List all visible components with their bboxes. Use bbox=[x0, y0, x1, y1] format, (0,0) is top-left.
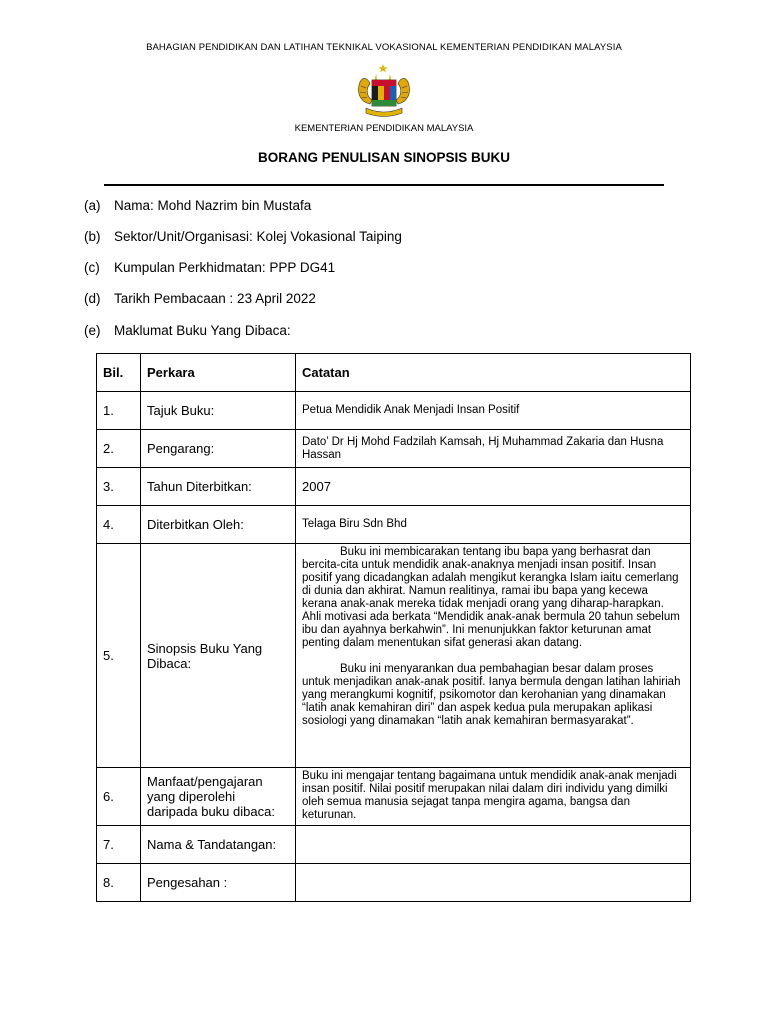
table-row bbox=[97, 768, 691, 826]
field-kumpulan bbox=[84, 260, 335, 275]
row-bil: 7. bbox=[97, 826, 141, 864]
field-label: (b) bbox=[84, 229, 101, 244]
form-title: BORANG PENULISAN SINOPSIS BUKU bbox=[257, 150, 511, 165]
ministry-name: KEMENTERIAN PENDIDIKAN MALAYSIA bbox=[294, 123, 474, 134]
row-bil: 4. bbox=[97, 506, 141, 544]
row-bil: 3. bbox=[97, 468, 141, 506]
field-text: Nama: Mohd Nazrim bin Mustafa bbox=[114, 198, 312, 213]
row-perkara: Sinopsis Buku Yang Dibaca: bbox=[141, 544, 296, 768]
field-text: Maklumat Buku Yang Dibaca: bbox=[114, 323, 291, 338]
table-row bbox=[97, 826, 691, 864]
row-perkara: Manfaat/pengajaran yang diperolehi daripada buku dibaca: bbox=[141, 768, 296, 826]
header-bil: Bil. bbox=[97, 354, 141, 392]
coat-of-arms-logo bbox=[344, 64, 424, 120]
field-label: (c) bbox=[84, 260, 100, 275]
header-perkara: Perkara bbox=[141, 354, 296, 392]
table-row bbox=[97, 864, 691, 902]
table-row bbox=[97, 506, 691, 544]
row-perkara: Nama & Tandatangan: bbox=[141, 826, 296, 864]
row-catatan: Telaga Biru Sdn Bhd bbox=[296, 506, 691, 544]
field-maklumat bbox=[84, 323, 291, 338]
field-text: Kumpulan Perkhidmatan: PPP DG41 bbox=[114, 260, 336, 275]
synopsis-paragraph-1: Buku ini membicarakan tentang ibu bapa yang berhasrat dan bercita-cita untuk mendidik anak-anaknya menjadi insan positif. Insan positif yang dicadangkan adalah mengikut kerangka Islam iaitu cemerlang di dunia dan akhirat. Namun realitinya, ramai ibu bapa yang kecewa kerana anak-anak mereka tidak menjadi orang yang diharap-harapkan. Ahli motivasi ada berkata “Mendidik anak-anak bermula 20 tahun sebelum ibu dan ayahnya berkahwin”. Ini menunjukkan faktor keturunan amat penting dalam menentukan sifat generasi akan datang. bbox=[302, 546, 680, 649]
row-catatan bbox=[296, 826, 691, 864]
field-sektor bbox=[84, 229, 402, 244]
field-text: Sektor/Unit/Organisasi: Kolej Vokasional Taiping bbox=[114, 229, 402, 244]
row-catatan: Buku ini mengajar tentang bagaimana untuk mendidik anak-anak menjadi insan positif. Nilai positif merupakan nilai dalam diri individu yang dimilki oleh semua manusia sejagat tanpa mengira agama, bangsa dan keturunan. bbox=[296, 768, 691, 826]
table-row bbox=[97, 392, 691, 430]
row-catatan bbox=[296, 544, 691, 768]
field-label: (d) bbox=[84, 291, 101, 306]
row-catatan bbox=[296, 864, 691, 902]
field-nama bbox=[84, 198, 311, 213]
table-row bbox=[97, 468, 691, 506]
row-bil: 2. bbox=[97, 430, 141, 468]
title-divider bbox=[104, 184, 664, 186]
book-info-table bbox=[96, 353, 691, 902]
row-bil: 5. bbox=[97, 544, 141, 768]
row-catatan: 2007 bbox=[296, 468, 691, 506]
row-bil: 1. bbox=[97, 392, 141, 430]
field-label: (a) bbox=[84, 198, 101, 213]
row-bil: 6. bbox=[97, 768, 141, 826]
department-header: BAHAGIAN PENDIDIKAN DAN LATIHAN TEKNIKAL VOKASIONAL KEMENTERIAN PENDIDIKAN MALAYSIA bbox=[146, 42, 622, 53]
synopsis-paragraph-2: Buku ini menyarankan dua pembahagian besar dalam proses untuk menjadikan anak-anak positif. Ianya bermula dengan latihan lahiriah yang merangkumi kognitif, psikomotor dan kerohanian yang dinamakan “latih anak kemahiran diri” dan aspek kedua pula merupakan aplikasi sosiologi yang dinamakan “latih anak kemahiran bermasyarakat”. bbox=[302, 663, 681, 727]
row-perkara: Pengarang: bbox=[141, 430, 296, 468]
row-bil: 8. bbox=[97, 864, 141, 902]
row-perkara: Tajuk Buku: bbox=[141, 392, 296, 430]
table-row bbox=[97, 430, 691, 468]
table-row bbox=[97, 544, 691, 768]
row-catatan: Dato’ Dr Hj Mohd Fadzilah Kamsah, Hj Muhammad Zakaria dan Husna Hassan bbox=[296, 430, 691, 468]
row-perkara: Diterbitkan Oleh: bbox=[141, 506, 296, 544]
field-tarikh bbox=[84, 291, 316, 306]
header-catatan: Catatan bbox=[296, 354, 691, 392]
field-label: (e) bbox=[84, 323, 101, 338]
field-text: Tarikh Pembacaan : 23 April 2022 bbox=[114, 291, 316, 306]
row-catatan: Petua Mendidik Anak Menjadi Insan Positif bbox=[296, 392, 691, 430]
row-perkara: Tahun Diterbitkan: bbox=[141, 468, 296, 506]
row-perkara: Pengesahan : bbox=[141, 864, 296, 902]
table-header-row bbox=[97, 354, 691, 392]
